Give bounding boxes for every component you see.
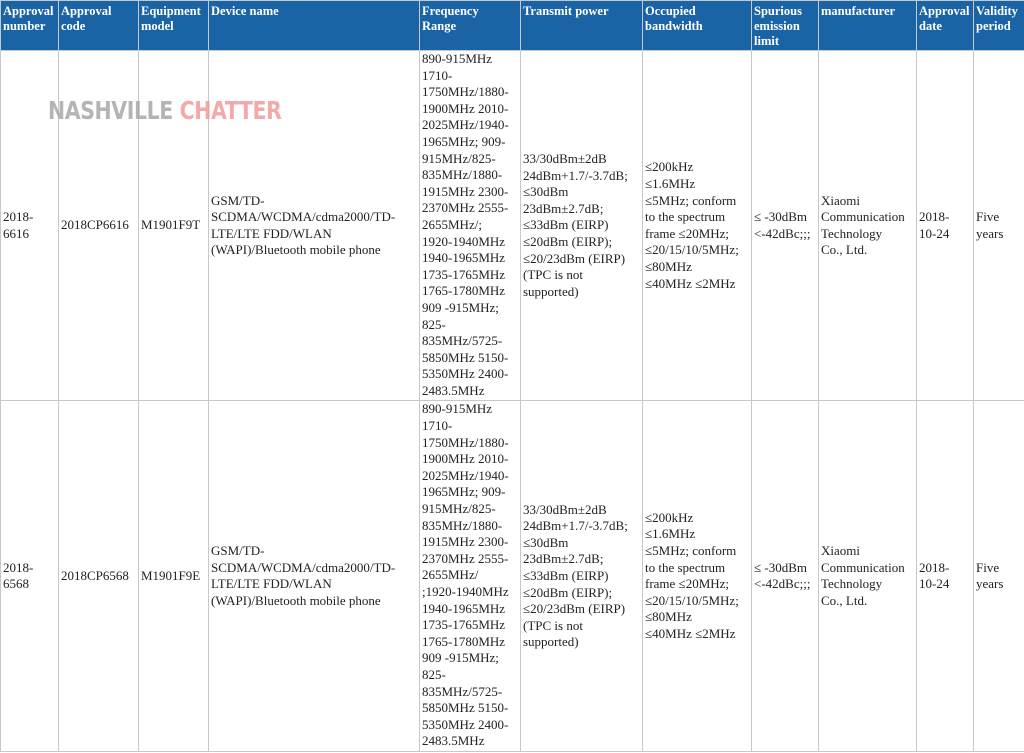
header-row [1,1,1024,51]
equipment-model-cell: M1901F9E [139,401,209,751]
watermark-word-nashville: NASHVILLE [48,96,173,125]
frequency-range-cell: 890-915MHz 1710- 1750MHz/1880- 1900MHz 2010- 2025MHz/1940- 1965MHz; 909- 915MHz/825- 835MHz/1880- 1915MHz 2300- 2370MHz 2555- 2655MHz/; 1920-1940MHz 1940-1965MHz 1735-1765MHz 1765-1780MHz 909 -915MHz; 825- 835MHz/5725- 5850MHz 5150- 5350MHz 2400- 2483.5MHz [420,51,521,401]
header-approval-date: Approval date [917,1,974,51]
watermark-logo [48,96,281,125]
header-validity-period: Validity period [974,1,1024,51]
table-row [1,401,1024,751]
frequency-range-cell: 890-915MHz 1710- 1750MHz/1880- 1900MHz 2010- 2025MHz/1940- 1965MHz; 909- 915MHz/825- 835MHz/1880- 1915MHz 2300- 2370MHz 2555- 2655MHz/ ;1920-1940MHz 1940-1965MHz 1735-1765MHz 1765-1780MHz 909 -915MHz; 825- 835MHz/5725- 5850MHz 5150- 5350MHz 2400- 2483.5MHz [420,401,521,751]
occupied-bandwidth-cell: ≤200kHz ≤1.6MHz ≤5MHz; conform to the spectrum frame ≤20MHz; ≤20/15/10/5MHz; ≤80MHz ≤40MHz ≤2MHz [643,401,752,751]
header-transmit-power: Transmit power [521,1,643,51]
validity-period-cell: Five years [974,51,1024,401]
transmit-power-cell: 33/30dBm±2dB 24dBm+1.7/-3.7dB; ≤30dBm 23dBm±2.7dB; ≤33dBm (EIRP) ≤20dBm (EIRP); ≤20/23dBm (EIRP) (TPC is not supported) [521,51,643,401]
approval-number-cell: 2018- 6568 [1,401,59,751]
approval-date-cell: 2018- 10-24 [917,401,974,751]
header-frequency-range: Frequency Range [420,1,521,51]
device-name-cell: GSM/TD- SCDMA/WCDMA/cdma2000/TD- LTE/LTE FDD/WLAN (WAPI)/Bluetooth mobile phone [209,51,420,401]
approval-date-cell: 2018- 10-24 [917,51,974,401]
transmit-power-cell: 33/30dBm±2dB 24dBm+1.7/-3.7dB; ≤30dBm 23dBm±2.7dB; ≤33dBm (EIRP) ≤20dBm (EIRP); ≤20/23dBm (EIRP) (TPC is not supported) [521,401,643,751]
device-name-cell: GSM/TD- SCDMA/WCDMA/cdma2000/TD- LTE/LTE FDD/WLAN (WAPI)/Bluetooth mobile phone [209,401,420,751]
header-manufacturer: manufacturer [819,1,917,51]
header-device-name: Device name [209,1,420,51]
occupied-bandwidth-cell: ≤200kHz ≤1.6MHz ≤5MHz; conform to the spectrum frame ≤20MHz; ≤20/15/10/5MHz; ≤80MHz ≤40MHz ≤2MHz [643,51,752,401]
validity-period-cell: Five years [974,401,1024,751]
header-approval-code: Approval code [59,1,139,51]
approval-number-cell: 2018- 6616 [1,51,59,401]
equipment-model-cell: M1901F9T [139,51,209,401]
approval-code-cell: 2018CP6616 [59,51,139,401]
manufacturer-cell: Xiaomi Communication Technology Co., Ltd. [819,51,917,401]
header-spurious-emission-limit: Spurious emission limit [752,1,819,51]
approval-code-cell: 2018CP6568 [59,401,139,751]
manufacturer-cell: Xiaomi Communication Technology Co., Ltd. [819,401,917,751]
watermark-word-chatter: CHATTER [179,96,282,125]
spurious-emission-limit-cell: ≤ -30dBm <-42dBc;;; [752,51,819,401]
header-approval-number: Approval number [1,1,59,51]
header-occupied-bandwidth: Occupied bandwidth [643,1,752,51]
spurious-emission-limit-cell: ≤ -30dBm <-42dBc;;; [752,401,819,751]
header-equipment-model: Equipment model [139,1,209,51]
